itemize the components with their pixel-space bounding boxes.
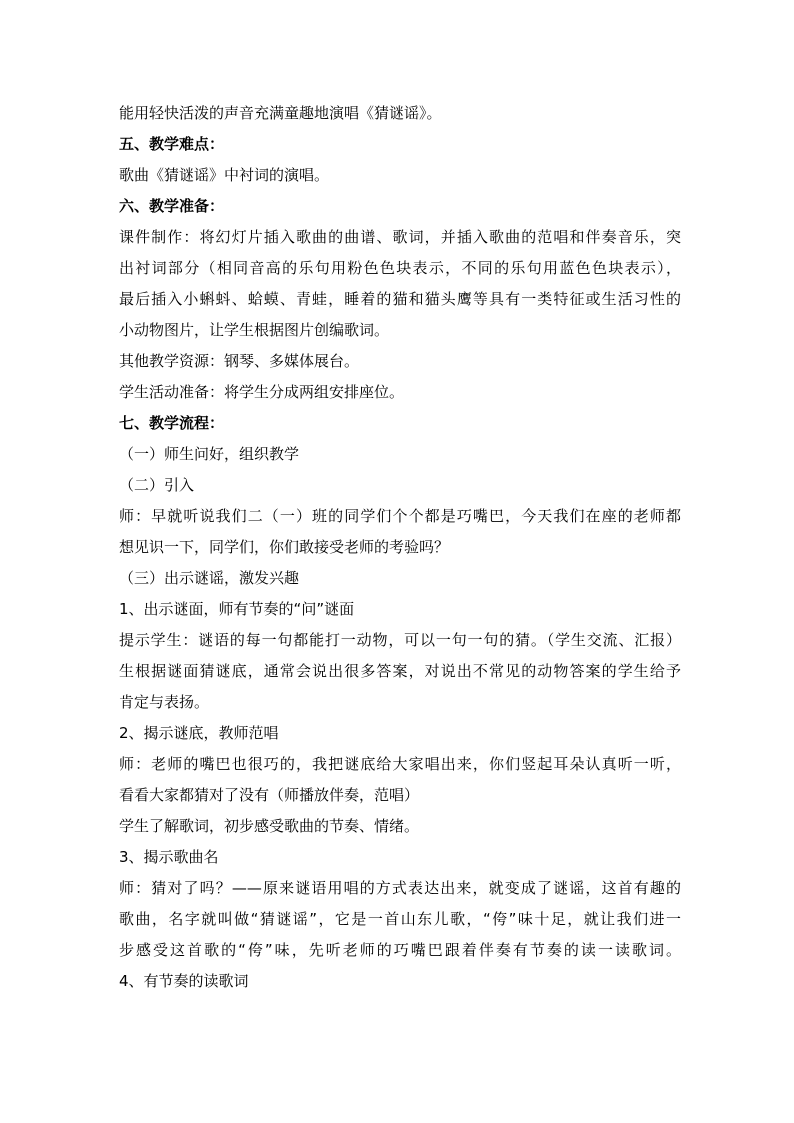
text-line: 看看大家都猜对了没有（师播放伴奏，范唱） xyxy=(119,786,420,804)
section-heading: 五、教学难点： xyxy=(119,135,225,153)
text-line: 能用轻快活泼的声音充满童趣地演唱《猜谜谣》。 xyxy=(119,104,442,122)
text-line: 出衬词部分（相同音高的乐句用粉色色块表示，不同的乐句用蓝色色块表示）， xyxy=(119,259,681,277)
text-line: 步感受这首歌的“侉”味，先听老师的巧嘴巴跟着伴奏有节奏的读一读歌词。 xyxy=(119,941,681,959)
text-line: （三）出示谜谣，激发兴趣 xyxy=(119,569,300,587)
text-line: 2、揭示谜底，教师范唱 xyxy=(119,724,279,742)
text-line: 学生了解歌词，初步感受歌曲的节奏、情绪。 xyxy=(119,817,420,835)
text-line: 歌曲，名字就叫做“猜谜谣”，它是一首山东儿歌，“侉”味十足，就让我们进一 xyxy=(119,910,681,928)
text-line: 肯定与表扬。 xyxy=(119,693,210,711)
text-line: 最后插入小蝌蚪、蛤蟆、青蛙，睡着的猫和猫头鹰等具有一类特征或生活习性的 xyxy=(119,290,681,308)
text-line: 歌曲《猜谜谣》中衬词的演唱。 xyxy=(119,166,330,184)
text-line: 课件制作：将幻灯片插入歌曲的曲谱、歌词，并插入歌曲的范唱和伴奏音乐，突 xyxy=(119,228,681,246)
text-line: 生根据谜面猜谜底，通常会说出很多答案，对说出不常见的动物答案的学生给予 xyxy=(119,662,681,680)
document-page xyxy=(119,98,681,997)
text-line: （二）引入 xyxy=(119,476,195,494)
text-line: （一）师生问好，组织教学 xyxy=(119,445,300,463)
text-line: 学生活动准备：将学生分成两组安排座位。 xyxy=(119,383,405,401)
text-line: 3、揭示歌曲名 xyxy=(119,848,219,866)
text-line: 想见识一下，同学们，你们敢接受老师的考验吗？ xyxy=(119,538,450,556)
section-heading: 七、教学流程： xyxy=(119,414,225,432)
section-heading: 六、教学准备： xyxy=(119,197,225,215)
text-line: 1、出示谜面，师有节奏的“问”谜面 xyxy=(119,600,355,618)
text-line: 小动物图片，让学生根据图片创编歌词。 xyxy=(119,321,390,339)
text-line: 提示学生：谜语的每一句都能打一动物，可以一句一句的猜。（学生交流、汇报） xyxy=(119,631,681,649)
text-line: 师：猜对了吗？——原来谜语用唱的方式表达出来，就变成了谜谣，这首有趣的 xyxy=(119,879,681,897)
text-line: 其他教学资源：钢琴、多媒体展台。 xyxy=(119,352,360,370)
text-line: 师：早就听说我们二（一）班的同学们个个都是巧嘴巴，今天我们在座的老师都 xyxy=(119,507,681,525)
text-line: 4、有节奏的读歌词 xyxy=(119,972,249,990)
text-line: 师：老师的嘴巴也很巧的，我把谜底给大家唱出来，你们竖起耳朵认真听一听， xyxy=(119,755,681,773)
